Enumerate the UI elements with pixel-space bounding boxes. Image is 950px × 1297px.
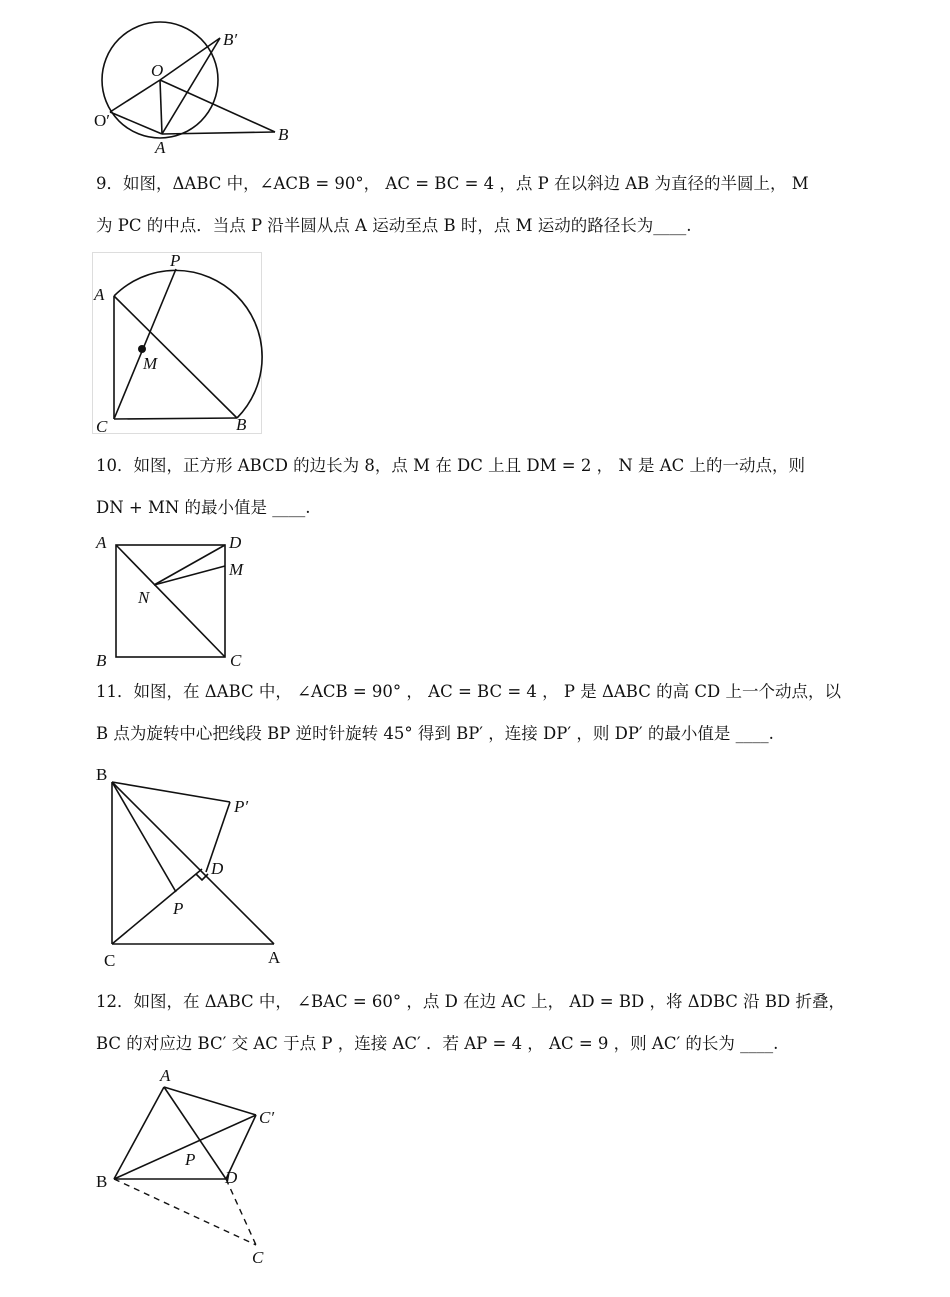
problem-11-line-1: 11．如图，在 ΔABC 中， ∠ACB = 90° ， AC = BC = 4 ， P 是 ΔABC 的高 CD 上一个动点，以 (96, 682, 841, 701)
label-a: A (155, 138, 166, 157)
label-c: C (252, 1248, 264, 1267)
label-b: B (96, 1172, 108, 1191)
label-n: N (138, 588, 150, 607)
label-o: O (151, 61, 164, 80)
problem-10-line-1: 10．如图，正方形 ABCD 的边长为 8，点 M 在 DC 上且 DM = 2 ， N 是 AC 上的一动点，则 (96, 456, 806, 475)
problem-12-line-2: BC 的对应边 BC′ 交 AC 于点 P ，连接 AC′ ．若 AP = 4 ， AC = 9 ，则 AC′ 的长为 ____. (96, 1034, 779, 1053)
label-p: P (173, 899, 184, 918)
label-o-prime: O′ (94, 111, 110, 130)
label-d: D (225, 1168, 238, 1187)
label-p: P (185, 1150, 196, 1169)
label-a: A (94, 285, 105, 304)
label-a: A (160, 1066, 171, 1085)
label-m: M (229, 560, 244, 579)
problem-11-line-2: B 点为旋转中心把线段 BP 逆时针旋转 45° 得到 BP′ ，连接 DP′ ，则 DP′ 的最小值是 ____. (96, 724, 774, 743)
label-p: P (170, 251, 181, 270)
label-b: B (96, 765, 108, 784)
figure-problem-12 (92, 1065, 292, 1265)
label-a: A (268, 948, 281, 967)
figure-problem-10 (92, 530, 257, 670)
segment-ob-prime (160, 38, 220, 80)
label-b: B (236, 415, 247, 434)
label-c: C (96, 417, 108, 436)
semicircle-ab (114, 270, 262, 418)
problem-12-line-1: 12．如图，在 ΔABC 中， ∠BAC = 60° ，点 D 在边 AC 上， AD = BD ，将 ΔDBC 沿 BD 折叠， (96, 992, 846, 1011)
problem-9-line-2: 为 PC 的中点．当点 P 沿半圆从点 A 运动至点 B 时，点 M 运动的路径长为____. (96, 216, 692, 235)
label-b-prime: B′ (223, 30, 238, 49)
label-c-prime: C′ (259, 1108, 275, 1127)
figure-problem-11 (92, 762, 302, 972)
figure-problem-8 (90, 25, 310, 160)
label-b: B (96, 651, 107, 670)
label-d: D (211, 859, 224, 878)
problem-10-line-2: DN + MN 的最小值是 ____. (96, 498, 311, 517)
figure-problem-9 (92, 252, 264, 436)
label-c: C (230, 651, 242, 670)
problem-9-line-1: 9．如图，ΔABC 中，∠ACB = 90°， AC = BC = 4 ，点 P 在以斜边 AB 为直径的半圆上， M (96, 174, 809, 193)
label-c: C (104, 951, 116, 970)
label-m: M (143, 354, 158, 373)
label-d: D (229, 533, 242, 552)
point-m (138, 345, 146, 353)
label-b: B (278, 125, 289, 144)
label-p-prime: P′ (234, 797, 249, 816)
label-a: A (96, 533, 107, 552)
